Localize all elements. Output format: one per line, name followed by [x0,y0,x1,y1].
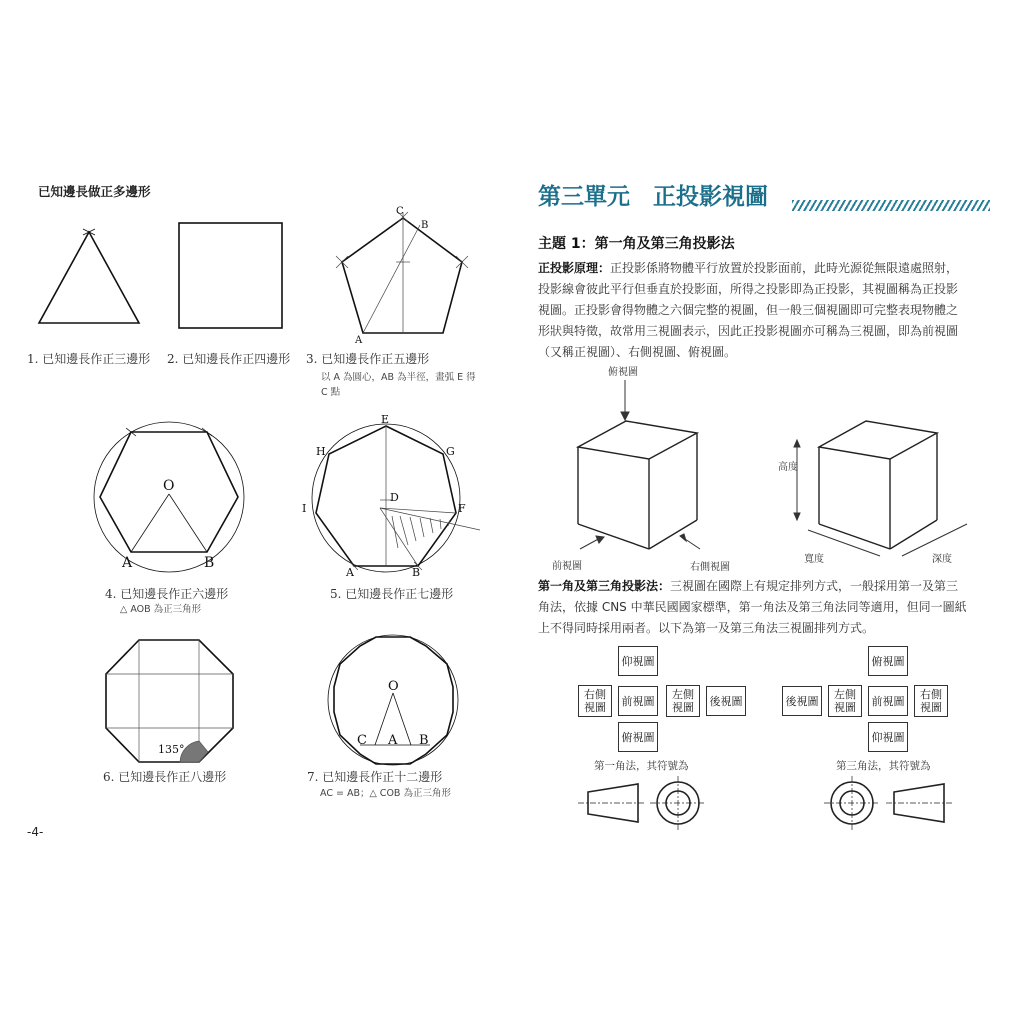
pent-label-a: A [355,335,363,346]
hex-label-b: B [204,555,215,571]
pent-label-b: B [421,220,429,231]
hept-label-d: D [390,491,399,504]
caption-fig7: 7. 已知邊長作正十二邊形 [307,770,443,784]
label-top-view: 俯視圖 [608,367,638,378]
first-angle-symbol [578,776,706,830]
left-heading: 已知邊長做正多邊形 [38,184,151,199]
note-fig3-line2: C 點 [321,387,341,398]
paragraph-principle: 正投影原理：正投影係將物體平行放置於投影面前，此時光源從無限遠處照射， 投影線會彼此平行但垂直於投影面，所得之投影即為正投影，其視圖稱為正投影 視圖。正投影會得物體之六個完整的視圖，但一般三個視圖即可完整表現物體之 形狀與特徵，故常用三視圖表示，因此正投影視圖亦可稱為三視圖，即為前視圖 （又稱正視圖）、右側視圖、俯視圖。 [538,261,959,359]
label-right-view: 右側視圖 [690,562,730,573]
first-angle-front-box: 前視圖 [618,686,658,716]
dodec-label-b: B [419,733,429,748]
projection-symbols [570,776,1010,832]
caption-fig2: 2. 已知邊長作正四邊形 [167,352,291,366]
hept-label-e: E [381,413,390,426]
triangle-shape [39,232,139,323]
dodec-label-o: O [388,679,399,694]
pent-label-c: C [396,206,404,217]
caption-fig1: 1. 已知邊長作正三邊形 [27,352,151,366]
dodec-label-a: A [388,733,398,748]
para1-term: 正投影原理： [538,261,611,275]
hept-label-i: I [302,502,307,515]
caption-fig6: 6. 已知邊長作正八邊形 [103,770,227,784]
label-depth: 深度 [932,554,952,565]
first-angle-symbol-caption: 第一角法，其符號為 [594,760,689,772]
note-fig7: AC = AB；△ COB 為正三角形 [320,788,451,799]
first-angle-back-box: 後視圖 [706,686,746,716]
unit-title: 第三單元 正投影視圖 [538,184,768,210]
square-shape [179,223,282,328]
third-angle-right-side-box: 右側視圖 [914,685,948,717]
hept-label-f: F [458,502,466,515]
caption-fig5: 5. 已知邊長作正七邊形 [330,587,454,601]
hept-label-h: H [316,445,326,458]
note-fig4: △ AOB 為正三角形 [120,604,202,615]
third-angle-symbol [824,776,952,830]
third-angle-top-box: 俯視圖 [868,646,908,676]
pentagon-shape [342,218,462,333]
third-angle-front-box: 前視圖 [868,686,908,716]
caption-fig3: 3. 已知邊長作正五邊形 [306,352,430,366]
label-width: 寬度 [804,554,824,565]
label-height: 高度 [778,462,798,473]
para2-term: 第一角及第三角投影法： [538,579,671,593]
first-angle-right-side-box: 右側視圖 [578,685,612,717]
note-fig3-line1: 以 A 為圓心，AB 為半徑，畫弧 E 得 [321,372,476,383]
hept-label-b: B [412,566,421,579]
hex-label-o: O [163,478,175,494]
paragraph-first-third-angle: 第一角及第三角投影法：三視圖在國際上有規定排列方式，一般採用第一及第三 角法，依據 CNS 中華民國國家標準，第一角法及第三角法同等適用，但同一圖紙 上不得同時採用兩者。以下為第一及第三角法三視圖排列方式。 [538,579,967,635]
first-angle-top-box: 仰視圖 [618,646,658,676]
dodec-label-c: C [357,733,367,748]
first-angle-left-side-box: 左側視圖 [666,685,700,717]
third-angle-back-box: 後視圖 [782,686,822,716]
caption-fig4: 4. 已知邊長作正六邊形 [105,587,229,601]
first-angle-bottom-box: 俯視圖 [618,722,658,752]
hept-label-g: G [446,445,455,458]
third-angle-symbol-caption: 第三角法，其符號為 [836,760,931,772]
cube-diagrams [512,0,1024,1024]
label-front-view: 前視圖 [552,561,582,572]
hept-label-a: A [346,566,354,579]
third-angle-left-side-box: 左側視圖 [828,685,862,717]
third-angle-bottom-box: 仰視圖 [868,722,908,752]
hex-label-a: A [122,555,133,571]
oct-angle-label: 135° [158,743,185,756]
topic-title: 主題 1：第一角及第三角投影法 [538,236,735,252]
page-number: -4- [27,825,44,839]
